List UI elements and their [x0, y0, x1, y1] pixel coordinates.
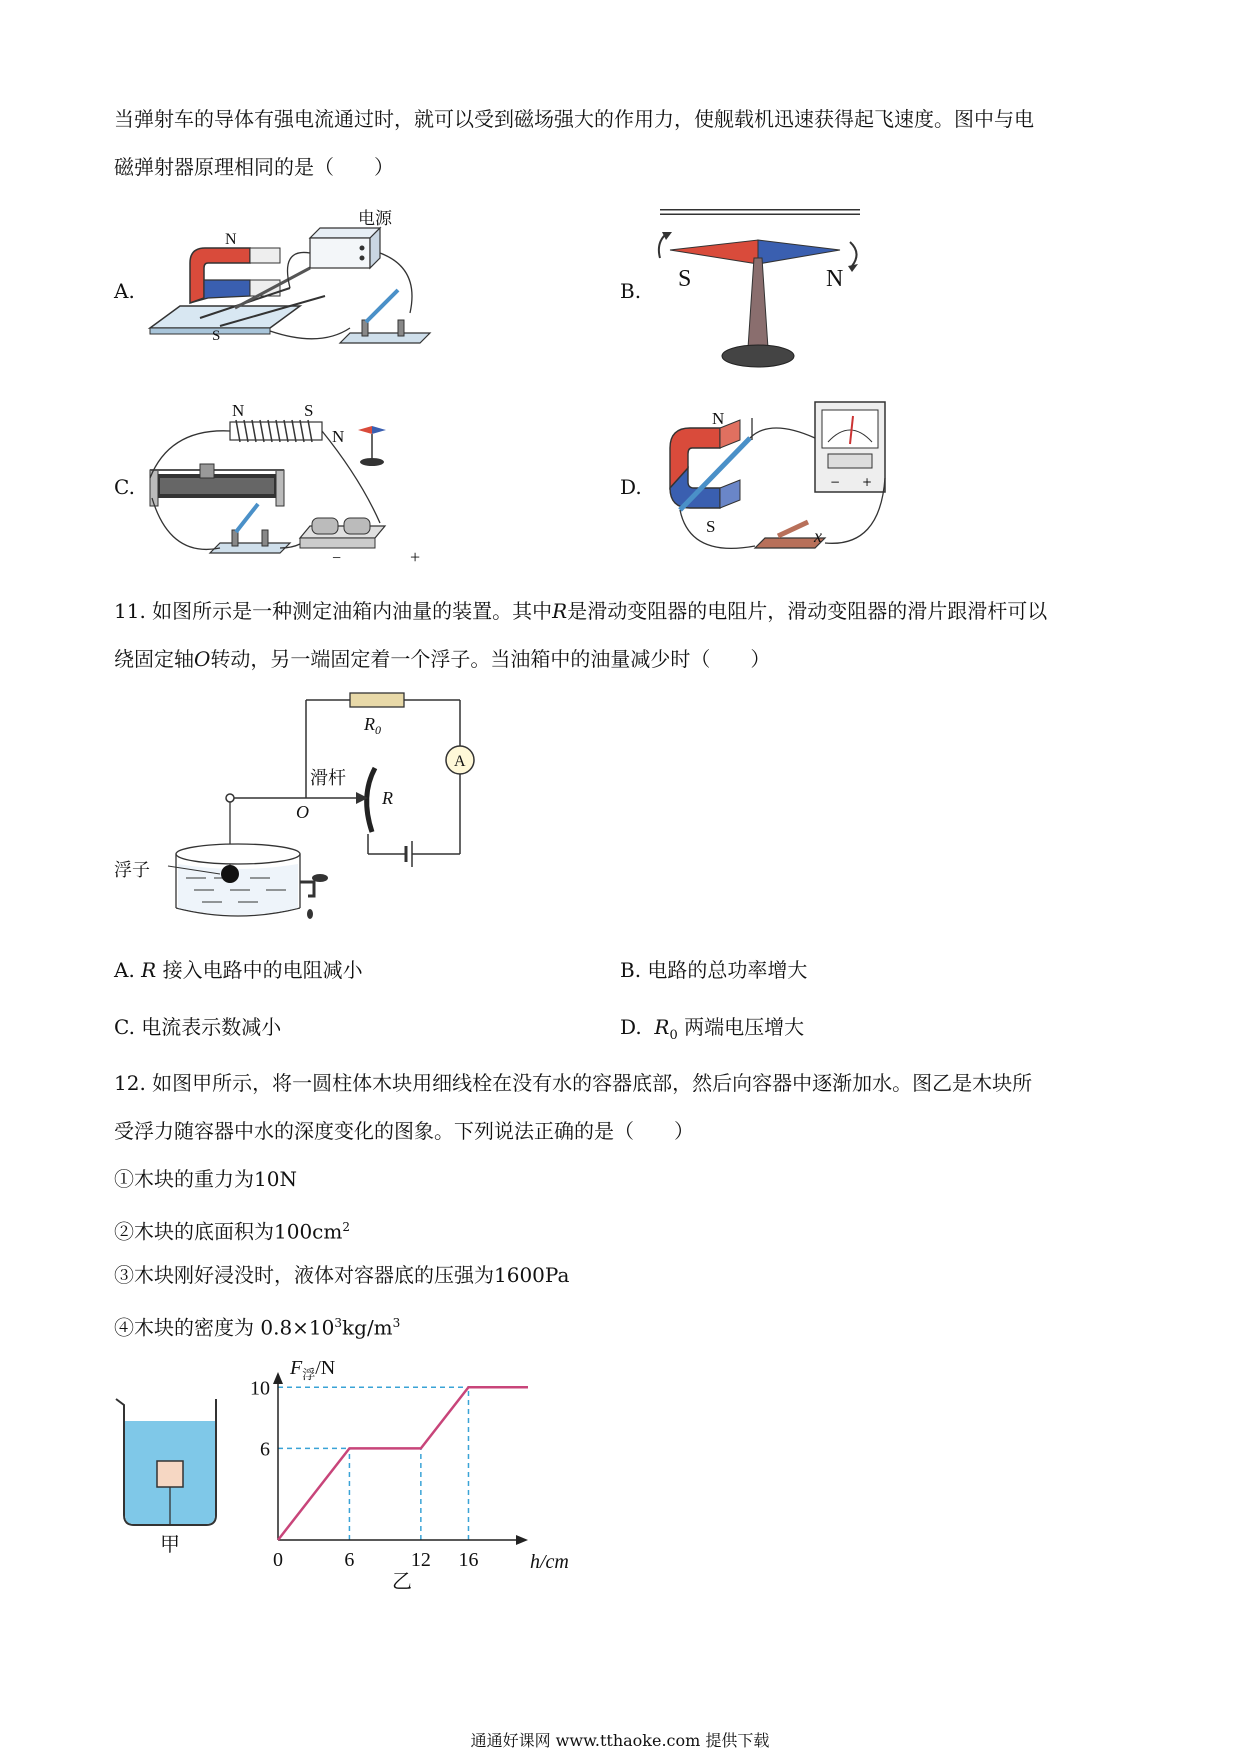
solenoid-n-label: N	[232, 401, 245, 420]
switch-x-label: x	[814, 526, 822, 546]
magnet-n-label: N	[225, 231, 237, 248]
q10-line1: 当弹射车的导体有强电流通过时，就可以受到磁场强大的作用力，使舰载机迅速获得起飞速度。图中与电	[114, 107, 1034, 131]
y-tick-label-10: 10	[250, 1377, 270, 1400]
x-tick-label-6: 6	[344, 1549, 355, 1571]
q11-circuit-figure	[110, 686, 510, 936]
figure-jia-label: 甲	[160, 1532, 180, 1556]
q10-option-b-label: B.	[620, 279, 642, 303]
x-tick-label-16: 16	[458, 1549, 479, 1571]
q10-figure-b	[640, 198, 880, 378]
slider-rod-label: 滑杆	[310, 768, 346, 789]
ammeter-label: A	[454, 753, 466, 770]
compass-s-label: S	[678, 266, 692, 292]
magnet-s-label-d: S	[706, 517, 716, 536]
power-label: 电源	[358, 209, 392, 228]
q10-figure-d	[650, 398, 900, 568]
q10-option-a-label: A.	[114, 279, 135, 303]
pivot-o-label: O	[296, 802, 309, 822]
svg-text:+: +	[862, 475, 873, 489]
q10-option-d-label: D.	[620, 475, 642, 499]
magnet-n-label-d: N	[712, 409, 725, 428]
page-footer: 通通好课网 www.tthaoke.com 提供下载	[470, 1731, 770, 1750]
y-axis-label: $F_浮/N$	[290, 1357, 336, 1382]
q10-option-c-label: C.	[114, 475, 135, 499]
svg-text:R0	[363, 714, 381, 737]
x-axis-arrow	[516, 1535, 528, 1545]
x-tick-label-0: 0	[273, 1549, 283, 1571]
q11-line1: 11. 如图所示是一种测定油箱内油量的装置。其中R是滑动变阻器的电阻片，滑动变阻器的滑片跟滑杆可以	[114, 599, 1048, 623]
float-label: 浮子	[114, 860, 150, 881]
battery-minus-label: −	[332, 550, 342, 567]
svg-text:−: −	[830, 475, 841, 489]
q12-line2: 受浮力随容器中水的深度变化的图象。下列说法正确的是（ ）	[114, 1119, 694, 1143]
q11-option-b: B. 电路的总功率增大	[620, 958, 808, 982]
q12-buoyancy-chart	[240, 1350, 600, 1590]
q12-beaker-figure	[110, 1395, 230, 1565]
q12-statement-3: ③木块刚好浸没时，液体对容器底的压强为1600Pa	[114, 1263, 570, 1287]
buoyancy-series-line	[278, 1387, 528, 1540]
q12-statement-2: ②木块的底面积为$100cm^2$	[114, 1219, 350, 1244]
q11-option-c: C. 电流表示数减小	[114, 1015, 282, 1039]
compass-n-label: N	[826, 266, 844, 292]
q10-figure-a	[140, 208, 440, 368]
battery-plus-label: +	[410, 547, 421, 567]
q12-line1: 12. 如图甲所示，将一圆柱体木块用细线栓在没有水的容器底部，然后向容器中逐渐加水。图乙是木块所	[114, 1071, 1033, 1095]
q11-line2: 绕固定轴O转动，另一端固定着一个浮子。当油箱中的油量减少时（ ）	[114, 647, 771, 671]
figure-yi-label: 乙	[392, 1569, 412, 1590]
q12-statement-4: ④木块的密度为 $0.8\times 10^3kg/m^3$	[114, 1315, 401, 1340]
solenoid-s-label: S	[304, 401, 314, 420]
q10-line2: 磁弹射器原理相同的是（ ）	[114, 155, 394, 179]
q10-figure-c	[140, 398, 460, 568]
y-axis-arrow	[273, 1372, 283, 1384]
y-tick-label-6: 6	[260, 1438, 270, 1461]
x-tick-label-12: 12	[410, 1549, 431, 1571]
r0-label: R	[364, 714, 375, 734]
resistor-r-label: R	[382, 788, 393, 808]
magnet-s-label: S	[212, 328, 221, 344]
x-axis-label: h/cm	[530, 1551, 569, 1573]
compass-n-label-c: N	[332, 427, 345, 446]
r0-subscript: 0	[375, 723, 381, 737]
q11-option-a: A. R 接入电路中的电阻减小	[114, 958, 363, 982]
q11-option-d: D. $R_0$ 两端电压增大	[620, 1015, 805, 1043]
q12-statement-1: ①木块的重力为10N	[114, 1167, 297, 1191]
